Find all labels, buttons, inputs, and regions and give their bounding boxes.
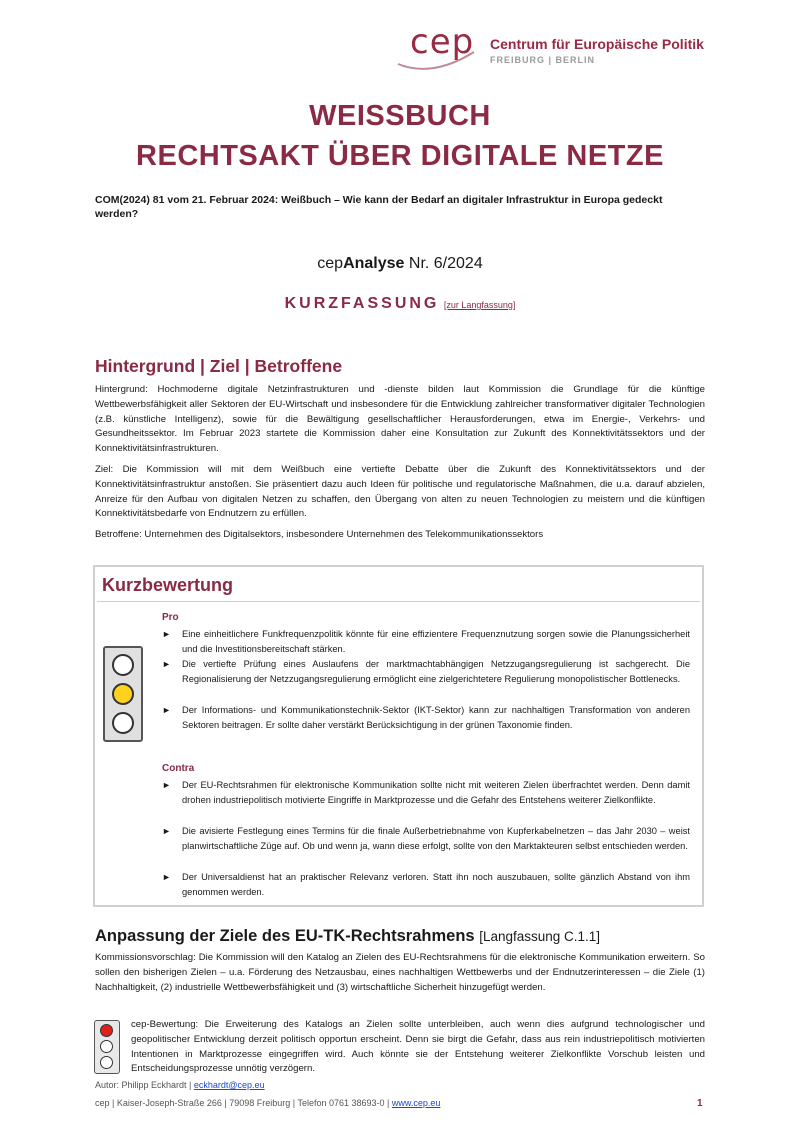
analyse-number <box>0 255 800 273</box>
contra-item <box>162 778 690 807</box>
bullet-arrow-icon: ► <box>162 629 171 639</box>
contra-item-text: Der Universaldienst hat an praktischer Relevanz verloren. Statt ihn noch auszubauen, sollte gänzlich Abstand von ihm genommen werden. <box>182 872 690 897</box>
document-title-line1: WEISSBUCH <box>309 100 491 132</box>
pro-item <box>162 657 690 686</box>
kurzbewertung-box <box>93 565 704 907</box>
lamp-off <box>100 1056 113 1069</box>
contra-item-text: Der EU-Rechtsrahmen für elektronische Kommunikation sollte nicht mit weiteren Zielen überfrachtet werden. Denn damit drohen industriepolitisch motivierte Eingriffe in Marktprozesse und die Gefahr des Entstehens weiterer Zielkonflikte. <box>182 780 690 805</box>
bullet-arrow-icon: ► <box>162 705 171 715</box>
author-label: Autor: Philipp Eckhardt | <box>95 1080 194 1090</box>
contra-item-text: Die avisierte Festlegung eines Termins für die finale Außerbetriebnahme von Kupferkabelnetzen – das Jahr 2030 – weist planwirtschaftliche Züge auf. Ob und wenn ja, wann diese erfolgt, sollte von den Marktakteuren selbst entschieden werden. <box>182 826 690 851</box>
pro-item <box>162 627 690 656</box>
paragraph-kommissionsvorschlag: Kommissionsvorschlag: Die Kommission will den Katalog an Zielen des EU-Rechtsrahmens für die elektronische Kommunikation erweitern. So sollen den bisherigen Zielen – u.a. Förderung des Netzausbau, eines nachhaltigen Wettbewerbs und der Endnutzerinteressen – die Ziele (1) Nachhaltigkeit, (2) industrielle Wettbewerbsfähigkeit und (3) wirtschaftliche Sicherheit hinzugefügt werden. <box>95 952 705 993</box>
paragraph-ziel: Ziel: Die Kommission will mit dem Weißbuch eine vertiefte Debatte über die Zukunft des Konnektivitätssektors und der Konnektivitätsinfrastruktur anstoßen. Sie präsentiert dazu auch Ideen für politische und regulatorische Maßnahmen, die u.a. darauf abzielen, Anreize für den Aufbau von digitalen Netzen zu schaffen, den Übergang von alten zu neuen Technologien zu meistern und die künftigen Konnektivitätsbedarfe von Endnutzern zu erfüllen. <box>95 464 705 520</box>
kurzfassung-label: KURZFASSUNG <box>284 295 440 312</box>
org-cities: FREIBURG | BERLIN <box>490 55 596 65</box>
page-number: 1 <box>697 1098 703 1109</box>
contra-item <box>162 824 690 853</box>
analyse-prefix: cep <box>317 255 344 272</box>
lamp-off <box>100 1040 113 1053</box>
lamp-off <box>112 712 134 734</box>
lamp-red <box>100 1024 113 1037</box>
paragraph-hintergrund: Hintergrund: Hochmoderne digitale Netzinfrastrukturen und -dienste bilden laut Kommission die Grundlage für die künftige Wettbewerbsfähigkeit aller Sektoren der EU-Wirtschaft und insbesondere für die Entwicklung zahlreicher transformativer digitaler Technologien (z.B. künstliche Intelligenz), sowie für die Bewältigung gesellschaftlicher Herausforderungen, etwa im Energie-, Verkehrs- und Gesundheitssektor. Im Februar 2023 startete die Kommission daher eine Konsultation zur Zukunft des Konnektivitätssektors und der Konnektivitätsinfrastrukturen. <box>95 384 705 455</box>
pro-item <box>162 703 690 732</box>
contra-item <box>162 870 690 899</box>
footer-address <box>95 1098 440 1108</box>
heading-ziele: Anpassung der Ziele des EU-TK-Rechtsrahmens <box>95 927 475 945</box>
section-heading-hintergrund <box>95 356 342 377</box>
org-name: Centrum für Europäische Politik <box>490 36 704 52</box>
heading-hintergrund: Hintergrund <box>95 356 196 376</box>
langfassung-link[interactable]: [zur Langfassung] <box>443 300 516 310</box>
analyse-bold: Analyse <box>343 255 405 272</box>
bullet-arrow-icon: ► <box>162 780 171 790</box>
bullet-arrow-icon: ► <box>162 659 171 669</box>
traffic-light-small-icon <box>94 1020 120 1074</box>
lamp-off <box>112 654 134 676</box>
cep-logo: cep <box>410 22 475 62</box>
website-link[interactable]: www.cep.eu <box>391 1098 441 1108</box>
pro-item-text: Die vertiefte Prüfung eines Auslaufens der marktmachtabhängigen Netzzugangsregulierung ist sachgerecht. Die Regionalisierung der Netzzugangsregulierung ermöglicht eine zielgerichtetere Regulierung monopolistischer Bottlenecks. <box>182 659 690 684</box>
address-text: cep | Kaiser-Joseph-Straße 266 | 79098 Freiburg | Telefon 0761 38693-0 | <box>95 1098 392 1108</box>
kurzbewertung-title: Kurzbewertung <box>102 575 234 595</box>
document-subtitle: COM(2024) 81 vom 21. Februar 2024: Weißbuch – Wie kann der Bedarf an digitaler Infrastruktur in Europa gedeckt werden? <box>95 194 663 220</box>
bullet-arrow-icon: ► <box>162 826 171 836</box>
heading-separator: | <box>239 356 255 376</box>
lamp-amber <box>112 683 134 705</box>
analyse-suffix: Nr. 6/2024 <box>404 255 483 272</box>
langfassung-reference: [Langfassung C.1.1] <box>479 929 601 944</box>
pro-item-text: Eine einheitlichere Funkfrequenzpolitik könnte für eine effizientere Frequenznutzung sorgen sowie die Planungssicherheit und die Investitionsbereitschaft stärken. <box>182 629 690 654</box>
traffic-light-icon <box>103 646 143 742</box>
bullet-arrow-icon: ► <box>162 872 171 882</box>
contra-label: Contra <box>162 763 195 774</box>
heading-betroffene: Betroffene <box>254 356 343 376</box>
document-title-line2: RECHTSAKT ÜBER DIGITALE NETZE <box>136 140 664 172</box>
section-heading-ziele <box>95 927 600 946</box>
heading-separator: | <box>195 356 210 376</box>
footer-author <box>95 1080 265 1090</box>
heading-ziel: Ziel <box>209 356 240 376</box>
paragraph-betroffene: Betroffene: Unternehmen des Digitalsektors, insbesondere Unternehmen des Telekommunikationssektors <box>95 529 544 540</box>
pro-label: Pro <box>162 612 179 623</box>
pro-item-text: Der Informations- und Kommunikationstechnik-Sektor (IKT-Sektor) kann zur nachhaltigen Transformation von anderen Sektoren beitragen. Er sollte daher verstärkt Berücksichtigung in der grünen Taxonomie finden. <box>182 705 690 730</box>
kurzfassung-heading <box>0 295 800 313</box>
divider <box>97 601 700 602</box>
author-email-link[interactable]: eckhardt@cep.eu <box>193 1080 265 1090</box>
paragraph-cep-bewertung: cep-Bewertung: Die Erweiterung des Katalogs an Zielen sollte unterbleiben, auch wenn dies aufgrund technologischer und geopolitischer Entwicklung derzeit politisch opportun erscheint. Denn sie birgt die Gefahr, dass aus rein industriepolitisch motivierten Intentionen in Marktprozesse eingegriffen wird. Auch könnte sie der Entstehung weiterer Zielkonflikte Vorschub leisten und Entscheidungsprozesse unnötig verzögern. <box>131 1019 705 1075</box>
